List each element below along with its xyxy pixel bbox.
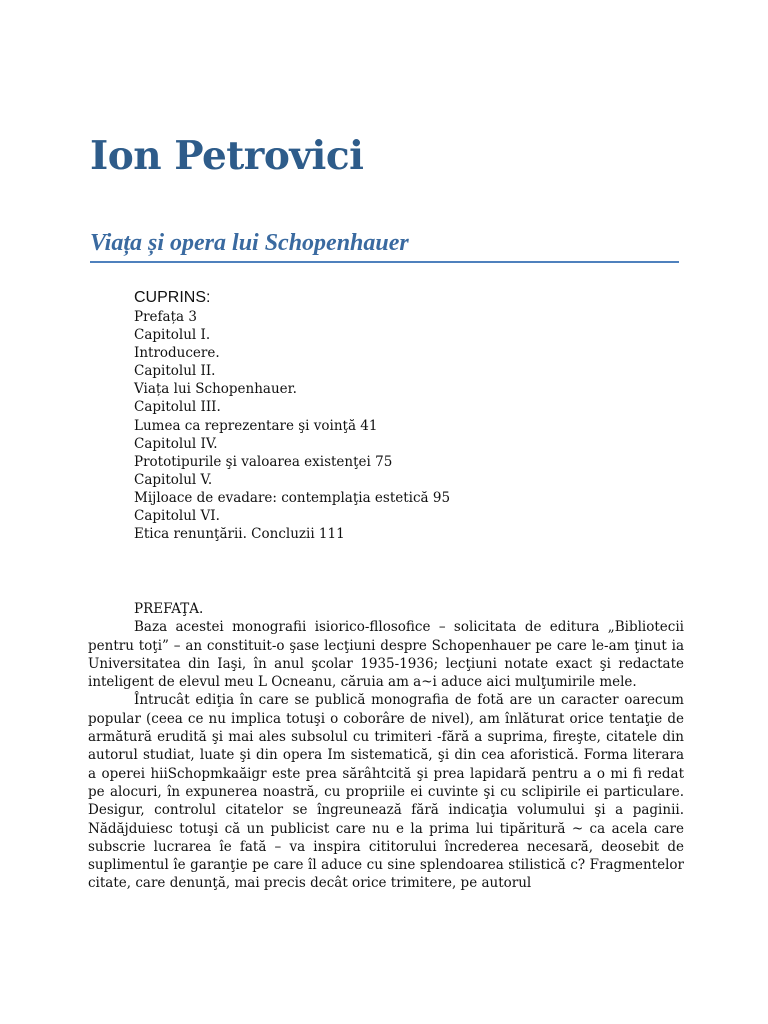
toc-item: Etica renunţării. Concluzii 111	[134, 526, 345, 543]
book-title: Viața și opera lui Schopenhauer	[90, 230, 409, 256]
author-name: Ion Petrovici	[90, 133, 364, 179]
toc-item: Capitolul VI.	[134, 508, 220, 525]
toc-item: Mijloace de evadare: contemplaţia estetică 95	[134, 489, 451, 506]
preface-title: PREFAŢA.	[134, 601, 204, 617]
toc-item: Capitolul IV.	[134, 435, 218, 452]
toc-item: Viața lui Schopenhauer.	[134, 381, 297, 398]
preface-paragraph: Întrucât ediţia în care se publică monografia de fotă are un caracter oarecum popular (ceea ce nu implica totuşi o coborâre de nivel), am înlăturat orice tentaţie de armătură erudită şi mai ales subsolul cu trimiteri -fără a suprima, fireşte, citatele din autorul studiat, luate şi din opera Im sistematică, şi din cea aforistică. Forma literara a operei hiiSchopmkaăigr este prea sărâhtcită şi prea lapidară pentru a o mi fi redat pe alocuri, în expunerea noastră, cu propriile ei cuvinte şi cu sclipirile ei particulare. Desigur, controlul citatelor se îngreunează fără indicaţia volumului şi a paginii. Nădăjduiesc totuşi că un publicist care nu e la prima lui tipăritură ~ ca acela care subscrie lucrarea îe fată – va inspira cititorului încrederea necesară, deosebit de suplimentul îe garanţie pe care îl aduce cu sine splendoarea stilistică c? Fragmentelor citate, care denunţă, mai precis decât orice trimitere, pe autorul	[88, 692, 684, 892]
toc-item: Capitolul I.	[134, 327, 211, 344]
toc-item: Prototipurile şi valoarea existenţei 75	[134, 453, 393, 470]
preface-paragraph: Baza acestei monografii isiorico-fllosofice – solicitata de editura „Bibliotecii pentru toţi” – an constituit-o şase lecţiuni despre Schopenhauer pe care le-am ţinut ia Universitatea din Iaşi, în anul şcolar 1935-1936; lecţiuni notate exact şi redactate inteligent de elevul meu L Ocneanu, căruia am a~i aduce aici mulţumirile mele.	[88, 619, 684, 691]
toc-item: Capitolul II.	[134, 363, 216, 380]
toc-item: Prefața 3	[134, 309, 197, 325]
toc-item: Introducere.	[134, 345, 220, 362]
toc-heading: CUPRINS:	[134, 289, 211, 306]
table-of-contents	[134, 288, 450, 543]
toc-item: Lumea ca reprezentare şi voinţă 41	[134, 417, 378, 434]
toc-item: Capitolul V.	[134, 471, 213, 488]
toc-item: Capitolul III.	[134, 399, 221, 416]
title-divider	[90, 261, 679, 263]
preface-section	[88, 600, 684, 893]
